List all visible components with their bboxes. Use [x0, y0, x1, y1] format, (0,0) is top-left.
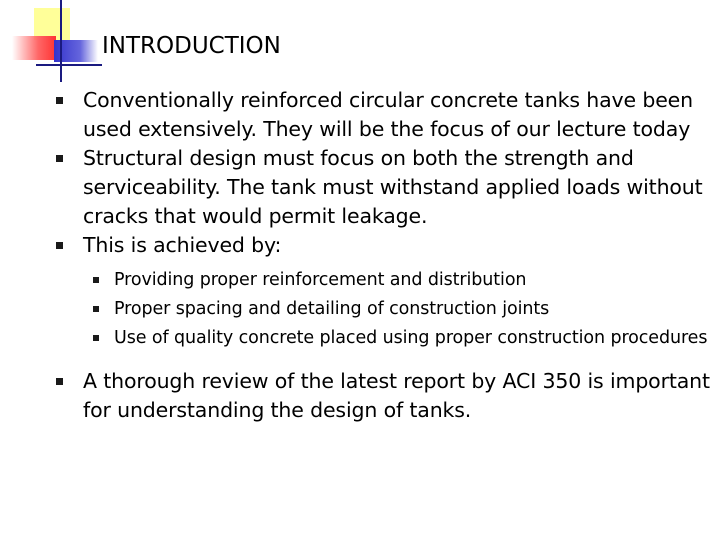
- square-bullet-icon: [56, 242, 63, 249]
- square-bullet-icon: [56, 378, 63, 385]
- square-bullet-icon: [93, 306, 99, 312]
- square-bullet-icon: [56, 97, 63, 104]
- bullet-list: [0, 86, 720, 425]
- bullet-item: [0, 144, 720, 231]
- sub-bullet-text: Use of quality concrete placed using proper construction procedures: [114, 328, 708, 348]
- logo-red-square: [12, 36, 56, 60]
- bullet-item: [0, 86, 720, 144]
- bullet-text: Structural design must focus on both the strength and serviceability. The tank must withstand applied loads without cracks that would permit leakage.: [83, 146, 703, 228]
- sub-bullet-item: [0, 324, 720, 353]
- bullet-text: This is achieved by:: [83, 233, 282, 257]
- square-bullet-icon: [56, 155, 63, 162]
- square-bullet-icon: [93, 277, 99, 283]
- sub-bullet-text: Providing proper reinforcement and distribution: [114, 270, 527, 290]
- bullet-text: Conventionally reinforced circular concrete tanks have been used extensively. They will be the focus of our lecture today: [83, 88, 693, 141]
- square-bullet-icon: [93, 335, 99, 341]
- logo-horizontal-line: [36, 64, 102, 66]
- slide-title: INTRODUCTION: [102, 33, 281, 59]
- sub-bullet-item: [0, 295, 720, 324]
- sub-bullet-list: [0, 266, 720, 353]
- logo-vertical-line: [60, 0, 62, 82]
- sub-bullet-item: [0, 266, 720, 295]
- bullet-item: [0, 367, 720, 425]
- bullet-text: A thorough review of the latest report by ACI 350 is important for understanding the design of tanks.: [83, 369, 710, 422]
- sub-bullet-text: Proper spacing and detailing of construction joints: [114, 299, 550, 319]
- slide-logo-decoration: [0, 0, 110, 90]
- bullet-item: [0, 231, 720, 260]
